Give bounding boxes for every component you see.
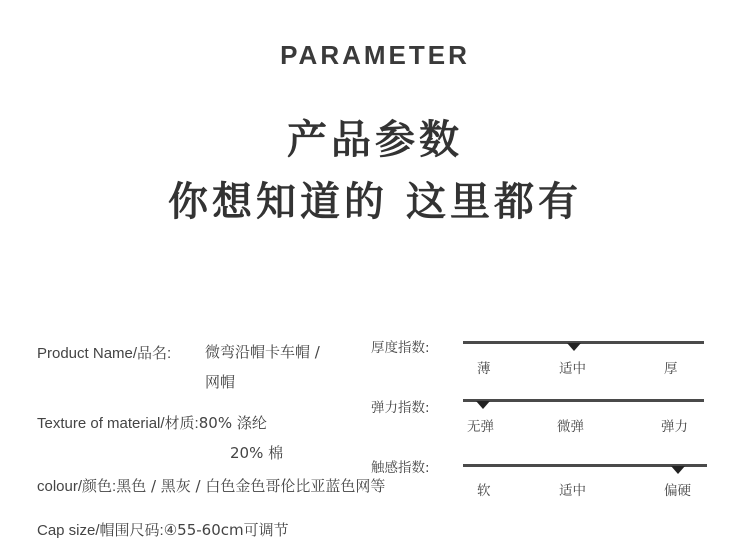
heading-parameter: PARAMETER [280, 40, 470, 70]
spec-product-name-value-1: 微弯沿帽卡车帽 / [205, 343, 320, 361]
index-elasticity-option-3: 弹力 [661, 419, 688, 435]
index-elasticity-pointer [476, 401, 490, 409]
index-touch-option-3: 偏硬 [664, 483, 691, 499]
index-thickness-option-3: 厚 [664, 361, 678, 377]
heading-product-parameters: 产品参数 [287, 117, 463, 163]
spec-product-name-label: Product Name/品名: [37, 345, 172, 362]
spec-product-name [37, 342, 171, 363]
index-thickness-option-1: 薄 [477, 361, 491, 377]
index-elasticity-label: 弹力指数: [371, 400, 430, 416]
spec-material [37, 412, 267, 433]
spec-cap-size-value: ④55-60cm可调节 [163, 521, 289, 539]
index-touch-label: 触感指数: [371, 460, 430, 476]
index-touch-pointer [671, 466, 685, 474]
spec-colour-label: colour/颜色: [37, 478, 117, 495]
spec-material-label: Texture of material/材质: [37, 415, 199, 432]
spec-material-value-2: 20% 棉 [230, 444, 284, 462]
index-thickness-label: 厚度指数: [371, 340, 430, 356]
heading-subtitle: 你想知道的 这里都有 [168, 179, 582, 225]
spec-material-value-1: 80% 涤纶 [198, 414, 267, 432]
spec-product-name-value-2: 网帽 [205, 373, 236, 391]
index-thickness-pointer [567, 343, 581, 351]
index-thickness-option-2: 适中 [559, 361, 586, 377]
index-touch-option-1: 软 [477, 483, 491, 499]
spec-colour [37, 475, 385, 496]
spec-colour-value: 黑色 / 黑灰 / 白色金色哥伦比亚蓝色网等 [116, 477, 386, 495]
spec-cap-size-label: Cap size/帽围尺码: [37, 522, 164, 539]
spec-cap-size [37, 519, 289, 540]
index-thickness-scale [463, 341, 704, 344]
index-elasticity-option-2: 微弹 [557, 419, 584, 435]
index-touch-option-2: 适中 [559, 483, 586, 499]
index-elasticity-option-1: 无弹 [467, 419, 494, 435]
index-elasticity-scale [463, 399, 704, 402]
